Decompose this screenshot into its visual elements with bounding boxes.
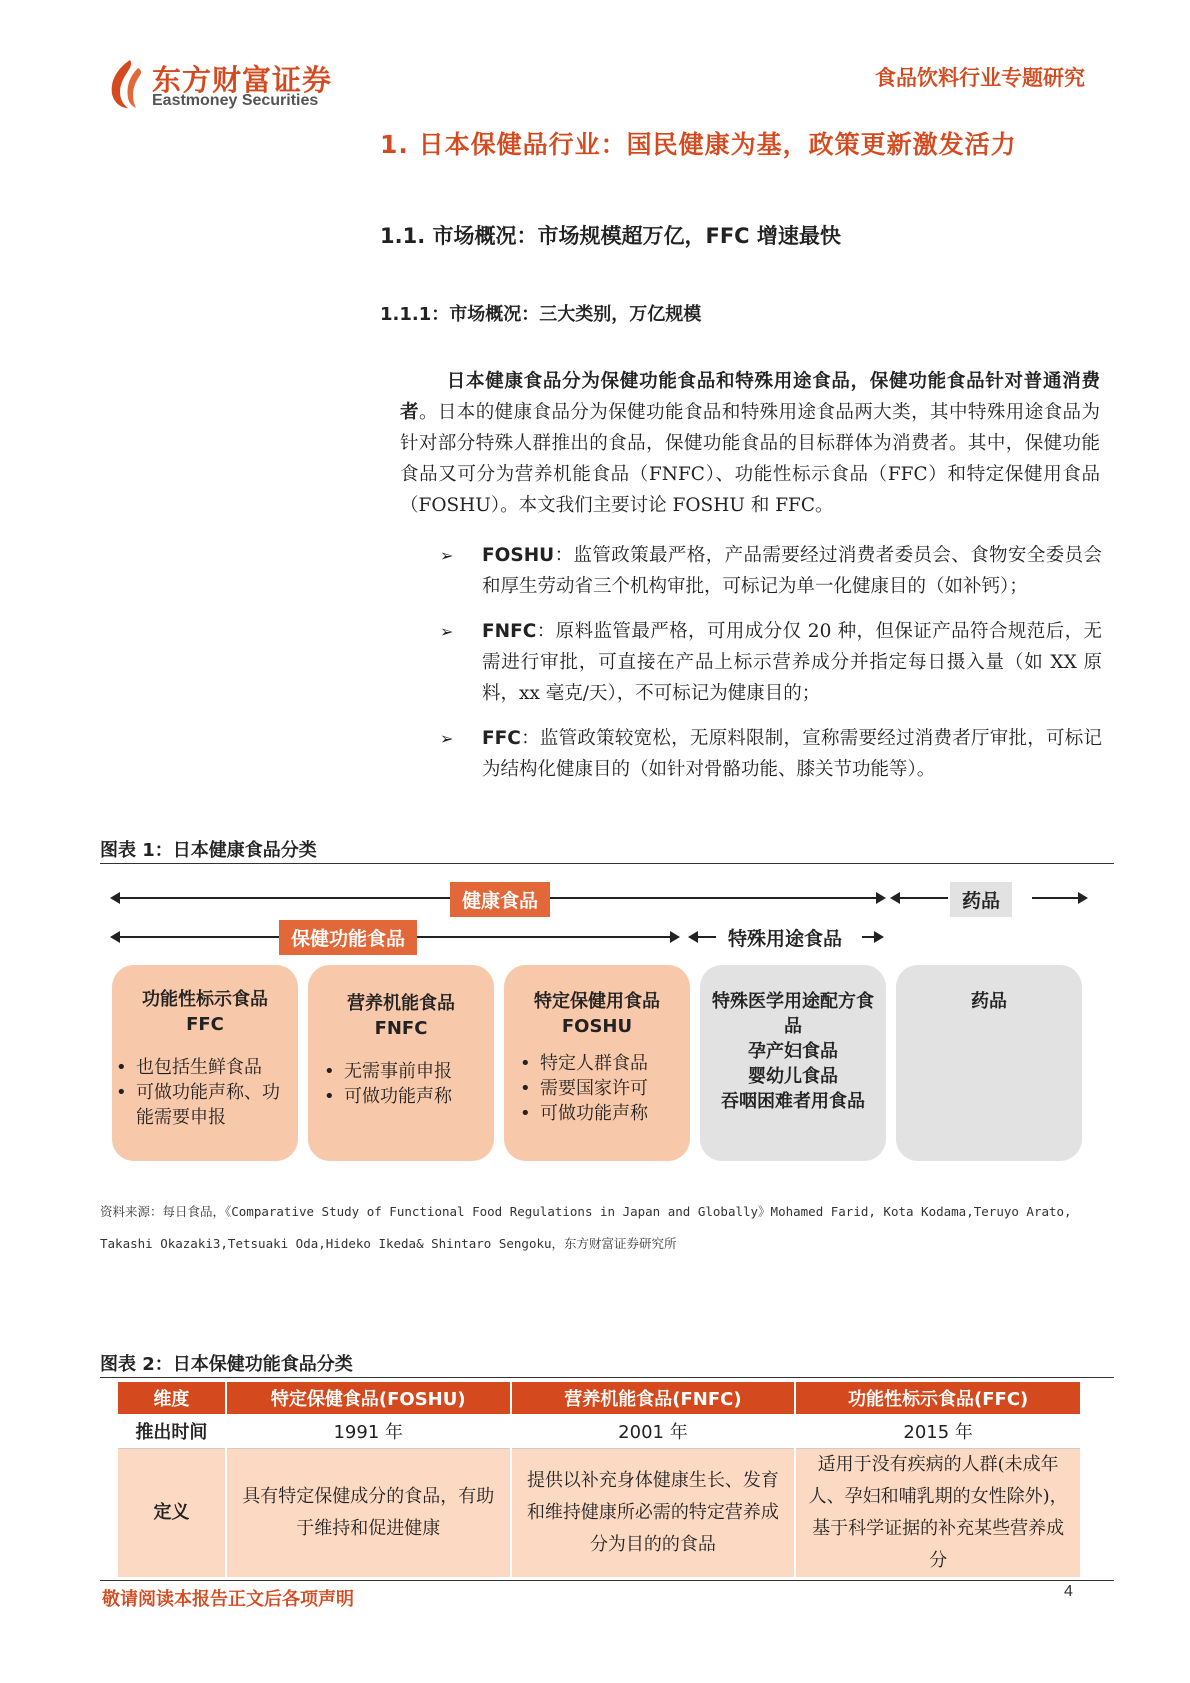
paragraph-lead: 日本健康食品分为保健功能食品和特殊用途食品，保健功能食品针对普通消费者 [400,371,1100,423]
section-heading-2: 1.1. 市场概况：市场规模超万亿，FFC 增速最快 [380,224,841,248]
table-header: 维度 [118,1382,226,1414]
card-line: 特殊医学用途配方食品 [712,991,874,1037]
card-bullet: • 可做功能声称 [324,1084,494,1109]
card-bullet: • 可做功能声称 [520,1101,690,1126]
figure2-title: 图表 2：日本保健功能食品分类 [100,1354,353,1375]
drug-arrow-right [1032,897,1086,899]
table-cell: 2015 年 [795,1414,1081,1449]
table-cell: 具有特定保健成分的食品，有助于维持和促进健康 [226,1449,511,1578]
card-title: 特定保健用食品 [534,991,660,1012]
table-cell: 提供以补充身体健康生长、发育和维持健康所必需的特定营养成分为目的的食品 [511,1449,796,1578]
logo-text-en: Eastmoney Securities [152,92,319,109]
drug-tag: 药品 [950,882,1012,917]
report-category: 食品饮料行业专题研究 [875,66,1085,90]
health-food-tag: 健康食品 [450,882,550,917]
card-title: 营养机能食品 [347,993,455,1014]
divider [100,1377,1114,1378]
table-cell: 1991 年 [226,1414,511,1449]
card-code: FOSHU [561,1016,633,1037]
section-heading-1: 1. 日本保健品行业：国民健康为基，政策更新激发活力 [380,130,1017,159]
logo-icon [100,58,150,110]
table-header: 特定保健食品(FOSHU) [226,1382,511,1414]
card-foshu [504,965,690,1161]
table-header: 营养机能食品(FNFC) [511,1382,796,1414]
figure1-title: 图表 1：日本健康食品分类 [100,840,317,861]
bullet-label: FOSHU [482,545,555,566]
page-number: 4 [1064,1583,1073,1600]
row-label: 定义 [118,1449,226,1578]
card-ffc [112,965,298,1161]
functional-food-tag: 保健功能食品 [279,920,417,955]
footer-divider [100,1580,1114,1581]
card-line: 孕产妇食品 [748,1041,838,1062]
special-use-tag: 特殊用途食品 [716,920,854,955]
special-use-arrow-left [690,936,718,938]
bullet-text: ：监管政策最严格，产品需要经过消费者委员会、食物安全委员会和厚生劳动省三个机构审批，可标记为单一化健康目的（如补钙）； [482,545,1102,597]
list-item [440,723,1102,785]
bullet-text: ：原料监管最严格，可用成分仅 20 种，但保证产品符合规范后，无需进行审批，可直接在产品上标示营养成分并指定每日摄入量（如 XX 原料，xx 毫克/天），不可标记为健康目的； [482,621,1102,704]
footer-disclaimer: 敬请阅读本报告正文后各项声明 [102,1589,354,1610]
bullet-label: FNFC [482,621,537,642]
arrow-bullet-icon: ➢ [440,729,454,748]
logo-text-cn: 东方财富证券 [152,63,333,97]
card-bullet: • 可做功能声称、功能需要申报 [116,1080,298,1130]
bullet-label: FFC [482,728,521,749]
list-item [440,540,1102,602]
section-heading-3: 1.1.1：市场概况：三大类别，万亿规模 [380,304,702,325]
divider [100,863,1114,864]
table-cell: 2001 年 [511,1414,796,1449]
classification-table [118,1382,1082,1577]
card-code: FNFC [374,1018,428,1039]
card-line: 婴幼儿食品 [748,1066,838,1087]
table-row [118,1414,1081,1449]
card-fnfc [308,965,494,1161]
bullet-text: ：监管政策较宽松，无原料限制，宣称需要经过消费者厅审批，可标记为结构化健康目的（如针对骨骼功能、膝关节功能等）。 [482,728,1102,780]
card-title: 功能性标示食品 [142,989,268,1010]
paragraph-text: 。日本的健康食品分为保健功能食品和特殊用途食品两大类，其中特殊用途食品为针对部分特殊人群推出的食品，保健功能食品的目标群体为消费者。其中，保健功能食品又可分为营养机能食品（FNFC）、功能性标示食品（FFC）和特定保健用食品（FOSHU）。本文我们主要讨论 FOSHU 和 FFC。 [400,402,1100,516]
list-item [440,616,1102,709]
table-header: 功能性标示食品(FFC) [795,1382,1081,1414]
card-drug [896,965,1082,1161]
card-bullet: • 需要国家许可 [520,1076,690,1101]
intro-paragraph [400,366,1100,521]
table-cell: 适用于没有疾病的人群(未成年人、孕妇和哺乳期的女性除外)，基于科学证据的补充某些营养成分 [795,1449,1081,1578]
table-header-row [118,1382,1081,1414]
row-label: 推出时间 [118,1414,226,1449]
card-special-use [700,965,886,1161]
card-title: 药品 [971,991,1007,1012]
bullet-list [440,540,1102,799]
special-use-arrow-right [862,936,882,938]
drug-arrow-left [892,897,948,899]
card-bullet: • 特定人群食品 [520,1051,690,1076]
arrow-bullet-icon: ➢ [440,622,454,641]
table-row [118,1449,1081,1578]
card-code: FFC [186,1014,224,1035]
card-bullet: • 无需事前申报 [324,1059,494,1084]
figure1-source: 资料来源：每日食品，《Comparative Study of Functional Food Regulations in Japan and Globally》Mohamed Farid, Kota Kodama,Teruyo Arato, Takashi Okazaki3,Tetsuaki Oda,Hideko Ikeda& Shintaro Sengoku，东方财富证券研究所 [100,1204,1072,1251]
arrow-bullet-icon: ➢ [440,546,454,565]
card-line: 吞咽困难者用食品 [721,1091,865,1112]
card-bullet: • 也包括生鲜食品 [116,1055,298,1080]
